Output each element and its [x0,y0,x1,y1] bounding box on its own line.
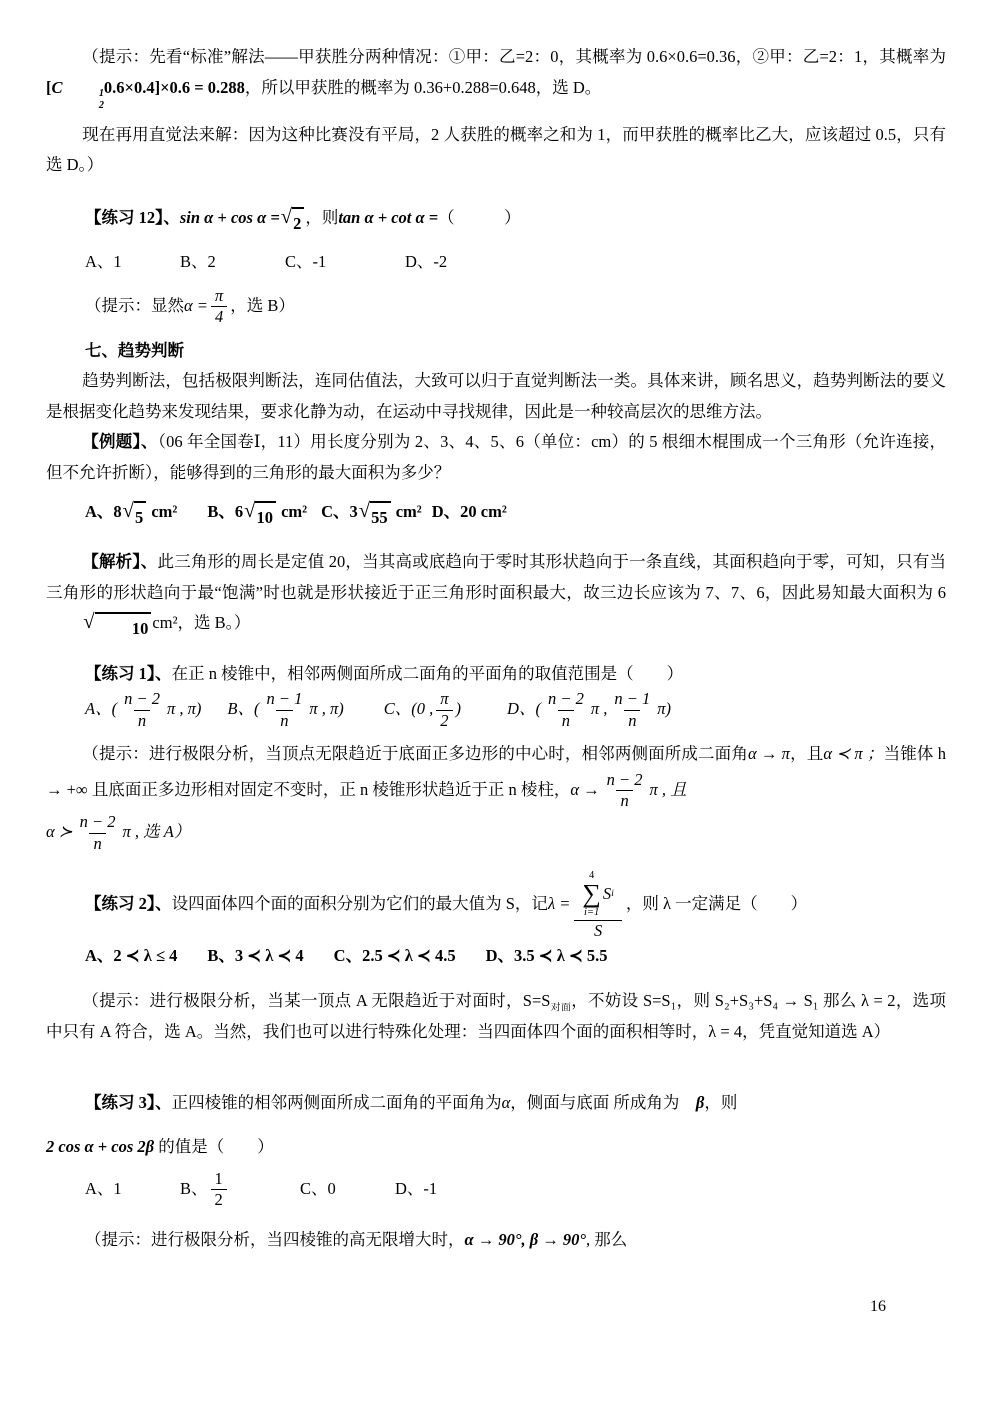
sum-numerator [574,870,622,920]
fraction-denominator: 4 [211,306,227,328]
combination-formula [46,77,245,111]
option-d [507,689,671,731]
exercise-12-paren: （ ） [438,207,521,227]
section-7-heading: 七、趋势判断 [85,340,184,360]
option-b-pre: B、( [227,699,260,718]
sqrt-10 [47,612,151,645]
exercise-3-text4: 的值是（ ） [158,1137,274,1157]
combination-sup: 1 [98,88,104,100]
hint3-pre: （提示：进行极限分析，当四棱锥的高无限增大时， [85,1230,465,1250]
fraction-numerator: n − 2 [547,689,584,709]
sum-denominator: S [574,920,622,941]
option-a: A、2 ≺ λ ≤ 4 [85,946,178,966]
exercise-1-question [46,659,946,690]
hint2-post: ，不妨设 S=S₁，则 S₂+S₃+S₄ → S₁ 那么 λ = 2，选项中只有 A 符合，选 A。当然，我们也可以进行特殊化处理：当四面体四个面的面积相等时，λ = 4，凭直觉知道选 A） [46,990,946,1042]
section-7-intro: 趋势判断法，包括极限判断法，连同估值法，大致可以归于直觉判断法一类。具体来讲，顾名思义，趋势判断法的要义是根据变化趋势来发现结果，要求化静为动，在运动中寻找规律，因此是一种较高层次的思维方法。 [46,371,946,421]
combination-sub: 2 [98,99,104,111]
hint1-line2-text: 当锥体 h → +∞ 且底面正多边形相对固定不变时，正 n 棱锥形状趋近于正 n 棱柱， [46,744,947,799]
fraction-denominator: n [624,710,640,732]
option-d: D、-2 [405,252,448,272]
analysis-paragraph [46,547,946,645]
option-a-pre: A、( [85,699,118,718]
fraction-denominator: n [134,710,150,732]
alpha-equals: α = [184,295,208,315]
hint-prob-line2-post: ，所以甲获胜的概率为 0.36+0.288=0.648，选 D。 [244,77,602,97]
fraction-n-2-n [76,812,120,854]
exercise-3-label: 【练习 3】、 [85,1092,172,1112]
sqrt-55 [359,501,391,534]
option-c: C、0 [300,1178,336,1198]
example-label: 【例题】、 [82,432,158,452]
s-term-subscript: i [611,888,614,900]
expression-2cos: 2 cos α + cos 2β [46,1137,155,1157]
fraction-n-2-n [603,770,647,812]
sigma-lower-limit: i=1 [583,907,600,919]
option-a: A、1 [85,252,122,272]
exercise-3-text3: ，则 [704,1092,738,1112]
sigma-upper-limit: 4 [588,870,595,882]
fraction-denominator: n [616,790,632,812]
analysis-text2: cm²，选 B。） [152,613,251,633]
option-b-unit: cm² [281,501,308,521]
fraction-pi-2 [436,689,452,731]
hint-prob-line2-pre: =2：1，其概率为 [819,47,946,66]
exercise-12-eq2: tan α + cot α = [338,207,439,227]
sigma-block [582,870,601,918]
option-a-unit: cm² [151,501,178,521]
fraction-n-2-n [120,689,164,731]
exercise-3-options [46,1169,946,1211]
example-question [46,427,946,488]
exercise-1-hint [46,739,946,854]
fraction-numerator: π [440,689,449,709]
combination-close: ]×0.6 = 0.288 [154,77,245,97]
alpha-to-pi: α → π [747,744,790,764]
fraction-pi-4 [211,286,227,328]
combination-indices [63,88,104,112]
radicand: 5 [134,501,146,534]
hint1-line3-post: π , 选 A） [122,822,191,842]
radicand: 10 [255,501,276,534]
option-c-pre: C、(0 , [383,699,434,718]
exercise-2-label: 【练习 2】、 [85,894,172,914]
exercise-3-hint [46,1225,946,1256]
alpha-to: α → [570,779,600,799]
option-a [85,689,201,731]
fraction-1-2 [211,1169,227,1211]
example-options [46,497,946,534]
option-d: D、20 cm² [431,501,507,521]
fraction-numerator: n − 2 [606,769,643,789]
alpha-gt: α ≻ [46,822,73,842]
s-opposite-subscript: 对面 [550,1002,572,1013]
exercise-2-hint [46,986,946,1048]
option-c-unit: cm² [395,501,422,521]
exercise-3-text1: 正四棱锥的相邻两侧面所成二面角的平面角为 [171,1092,502,1112]
hint1-line2-post: π , 且 [649,779,687,799]
exercise-3-text2: ，侧面与底面 所成角为 [510,1092,680,1112]
radicand: 10 [95,612,152,645]
exercise-3-question-line2 [46,1132,946,1163]
option-b-post: π , π) [309,699,344,718]
option-c: C、2.5 ≺ λ ≺ 4.5 [333,946,456,966]
exercise-12-label: 【练习 12】、 [85,207,180,227]
radical-sign: √ [280,205,293,228]
fraction-numerator: 1 [214,1168,223,1188]
option-b [180,1169,300,1211]
exercise-3-question-line1 [46,1088,946,1119]
sqrt-2 [281,207,305,240]
combination-c: C [51,77,63,97]
exercise-1-text: 在正 n 棱锥中，相邻两侧面所成二面角的平面角的取值范围是（ ） [171,663,684,683]
exercise-12-mid: ，则 [305,207,339,227]
intuition-paragraph: 现在再用直觉法来解：因为这种比赛没有平局，2 人获胜的概率之和为 1，而甲获胜的概率比乙大，应该超过 0.5，只有选 D。） [46,124,946,175]
sqrt-10 [244,501,276,534]
exercise-12-eq1: sin α + cos α = [179,207,280,227]
option-d: D、-1 [395,1178,438,1198]
analysis-label: 【解析】、 [82,552,158,572]
fraction-numerator: n − 2 [124,689,160,709]
option-b: B、3 ≺ λ ≺ 4 [207,946,304,966]
hint2-pre: （提示：进行极限分析，当某一顶点 A 无限趋近于对面时，S=S [82,990,551,1010]
fraction-denominator: n [89,833,105,855]
example-text: （06 年全国卷Ⅰ，11）用长度分别为 2、3、4、5、6（单位：cm）的 5 根细木棍围成一个三角形（允许连接，但不允许折断），能够得到的三角形的最大面积为多少？ [46,432,946,482]
fraction-denominator: n [276,710,292,732]
option-a-pre: A、8 [85,501,122,521]
exercise-2-post: ，则 λ 一定满足（ ） [625,894,808,914]
option-a-post: π , π) [166,699,202,718]
exercise-1-options [46,689,946,731]
sum-fraction [574,870,622,941]
option-d-post: π) [657,699,672,718]
radical-sign: √ [122,499,134,522]
option-a: A、1 [85,1178,122,1198]
fraction-denominator: 2 [211,1189,227,1211]
option-c-pre: C、3 [321,501,358,521]
s-term: S [602,884,612,904]
exercise-12-options [46,247,946,278]
radicand: 2 [292,207,304,240]
fraction-denominator: n [558,710,574,732]
option-a [85,497,177,534]
radical-sign: √ [358,499,371,522]
hint-prob-line1: （提示：先看“标准”解法——甲获胜分两种情况：①甲：乙=2：0，其概率为 0.6×0.6=0.36，②甲：乙 [82,47,820,66]
page-number: 16 [870,1298,886,1315]
fraction-numerator: n − 1 [614,689,651,709]
alpha-lt-pi: α ≺ π ； [823,744,884,764]
hint1-line1-post: ，且 [789,744,824,764]
option-b-label: B、 [180,1178,208,1198]
alpha-symbol: α [501,1092,511,1112]
option-d: D、3.5 ≺ λ ≺ 5.5 [485,946,608,966]
hint-pre: （提示：显然 [85,295,184,315]
option-b [227,689,343,731]
hint-post: ，选 B） [230,295,295,315]
fraction-numerator: n − 2 [79,812,116,832]
limit-angles: α → 90°, β → 90° [464,1230,587,1250]
radical-sign: √ [244,499,256,522]
radicand: 55 [370,501,391,534]
fraction-n-1-n [262,689,306,731]
option-d-mid: π , [590,699,608,718]
exercise-12-question [46,203,946,240]
sigma-icon: ∑ [582,879,601,909]
exercise-1-label: 【练习 1】、 [85,663,172,683]
beta-symbol: β [695,1092,705,1112]
radical-sign: √ [83,611,95,634]
option-b: B、2 [180,252,216,272]
option-c [384,689,461,731]
fraction-n-2-n [544,689,588,731]
exercise-2-options [46,941,946,972]
hint1-line1-pre: （提示：进行极限分析，当顶点无限趋近于底面正多边形的中心时，相邻两侧面所成二面角 [82,744,748,764]
option-b-pre: B、6 [207,501,244,521]
option-d-pre: D、( [507,699,541,718]
fraction-numerator: n − 1 [266,689,303,709]
option-c [321,497,422,534]
bracket-open: [ [46,77,52,97]
fraction-denominator: 2 [436,710,452,732]
exercise-2-pre: 设四面体四个面的面积分别为它们的最大值为 S，记 [171,894,548,914]
analysis-text1: 此三角形的周长是定值 20，当其高或底趋向于零时其形状趋向于一条直线，其面积趋向于零，可知，只有当三角形的形状趋向于最“饱满”时也就是形状接近于正三角形时面积最大，故三边长应该为 7、7、6，因此易知最大面积为 6 [46,552,947,602]
combination-body: 0.6×0.4 [103,77,155,97]
fraction-n-1-n [610,689,654,731]
lambda-equals: λ = [547,894,571,914]
hint-probability-paragraph [46,42,946,112]
option-b [207,497,307,534]
option-c: C、-1 [285,252,327,272]
exercise-12-hint [46,286,946,328]
option-c-post: ) [455,699,462,718]
hint3-post: , 那么 [586,1230,628,1250]
fraction-numerator: π [214,285,224,305]
exercise-2-question [46,870,946,941]
sqrt-5 [123,501,147,534]
